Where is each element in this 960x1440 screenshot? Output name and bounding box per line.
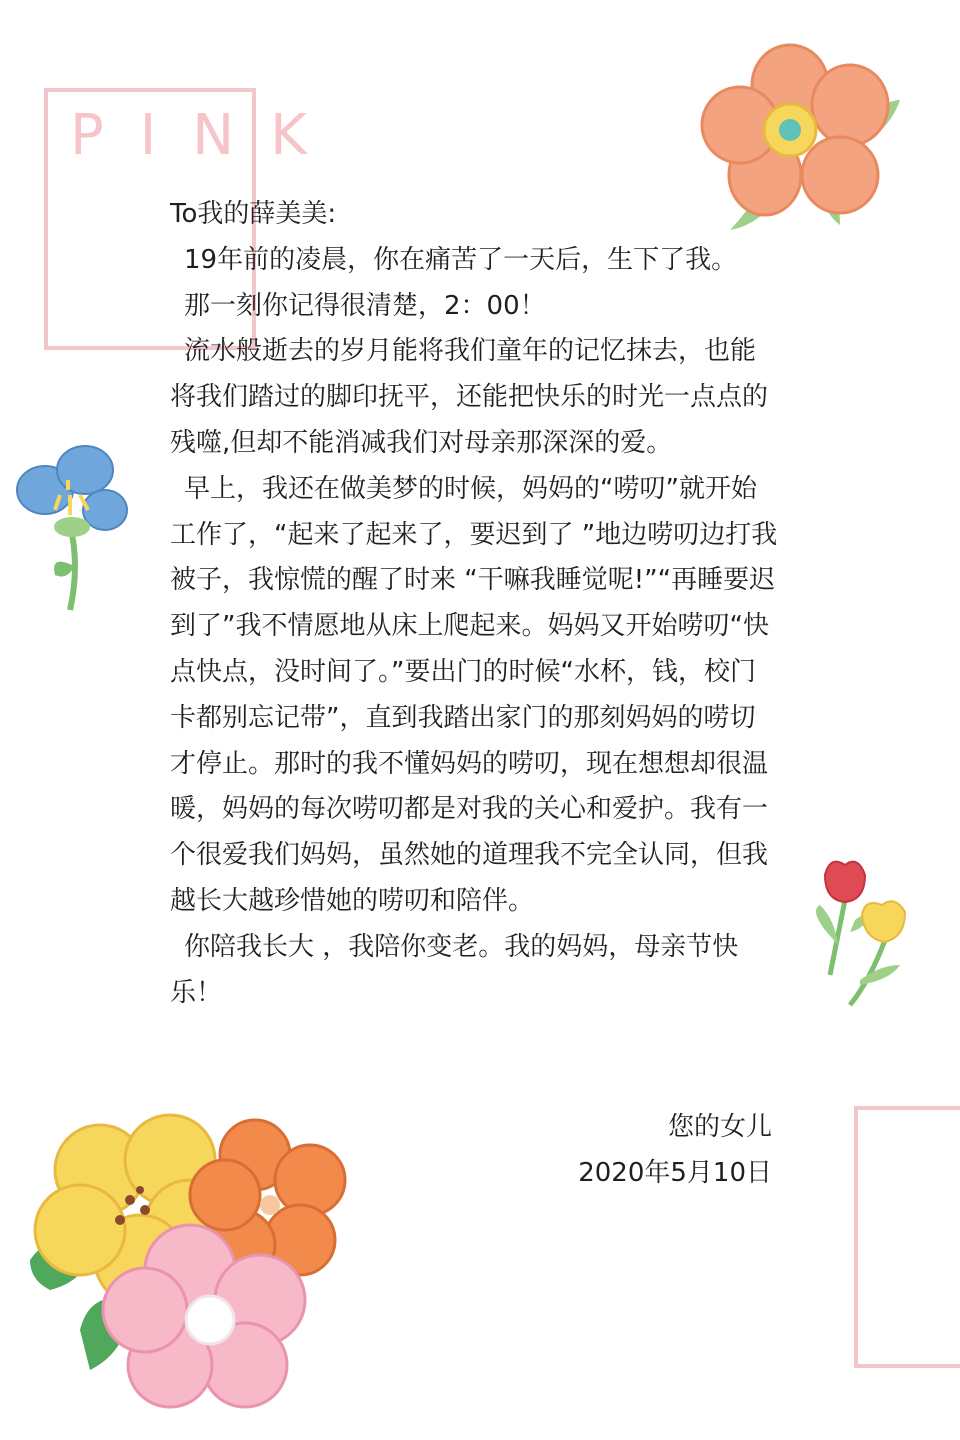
pink-title: PINK (70, 103, 343, 168)
signature-block (578, 1104, 772, 1196)
paragraph: 流水般逝去的岁月能将我们童年的记忆抹去，也能将我们踏过的脚印抚平，还能把快乐的时光一点点的残噬,但却不能消减我们对母亲那深深的爱。 (170, 336, 769, 458)
flower-bouquet-icon (20, 1110, 360, 1410)
signature: 您的女儿 (667, 1112, 772, 1142)
blue-flower-icon (10, 435, 130, 615)
decorative-frame-bottom-right (854, 1106, 960, 1368)
salutation: To我的薛美美: (170, 199, 337, 229)
date: 2020年5月10日 (578, 1158, 772, 1188)
paragraph: 你陪我长大 ，我陪你变老。我的妈妈，母亲节快乐！ (170, 931, 739, 1008)
paragraph: 那一刻你记得很清楚，2：00！ (184, 290, 546, 321)
paragraph: 19年前的凌晨，你在痛苦了一天后，生下了我。 (184, 244, 738, 275)
letter-body (170, 192, 780, 1016)
tulip-icon (800, 850, 920, 1010)
paragraph: 早上，我还在做美梦的时候，妈妈的“唠叨”就开始工作了，“起来了起来了，要迟到了 ”地边唠叨边打我被子，我惊慌的醒了时来 “干嘛我睡觉呢!”“再睡要迟到了”我不情愿地从床上爬起来。妈妈又开始唠叨“快点快点，没时间了。”要出门的时候“水杯，钱，校门卡都别忘记带”，直到我踏出家门的那刻妈妈的唠切才停止。那时的我不懂妈妈的唠叨，现在想想却很温暖，妈妈的每次唠叨都是对我的关心和爱护。我有一个很爱我们妈妈，虽然她的道理我不完全认同，但我越长大越珍惜她的唠叨和陪伴。 (170, 473, 778, 916)
